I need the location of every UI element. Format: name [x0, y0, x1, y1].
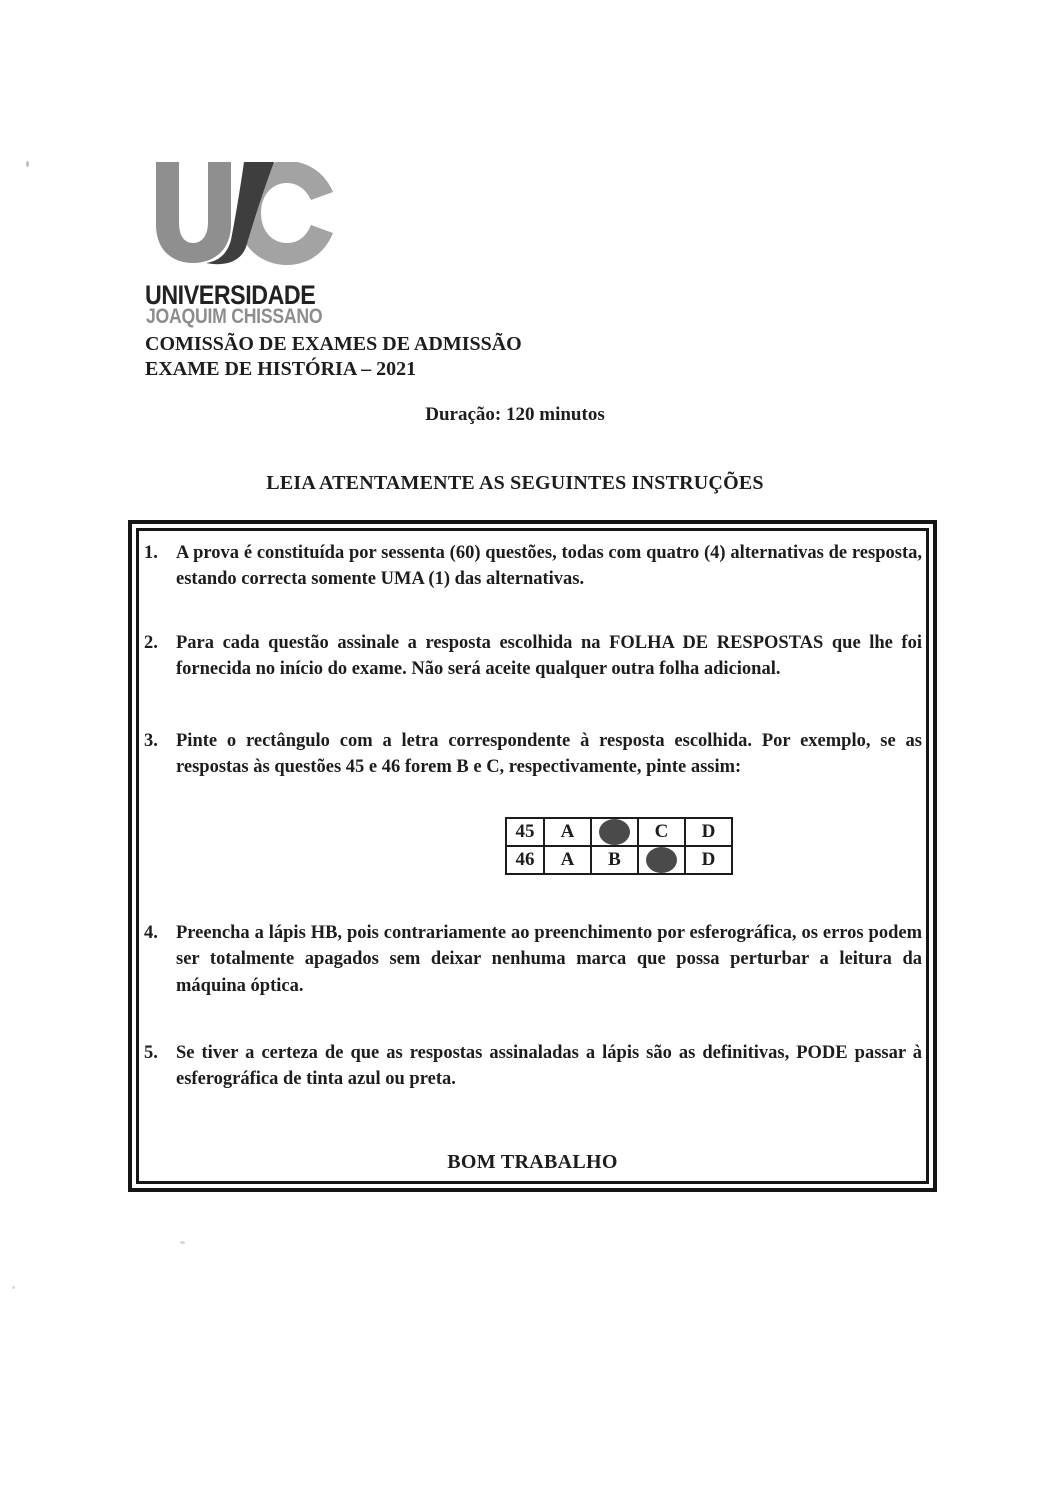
option-cell-b-filled: [591, 818, 638, 846]
ujc-monogram-icon: [148, 162, 338, 266]
instruction-number: 5.: [144, 1043, 158, 1063]
option-cell-a: A: [544, 846, 591, 874]
option-cell-c: C: [638, 818, 685, 846]
instruction-text: Pinte o rectângulo com a letra correspondente à resposta escolhida. Por exemplo, se as respostas às questões 45 e 46 forem B e C, respectivamente, pinte assim:: [176, 731, 922, 778]
university-logo: [148, 162, 338, 266]
university-wordmark: UNIVERSIDADE: [145, 280, 316, 310]
option-cell-a: A: [544, 818, 591, 846]
scan-speck: [12, 1286, 15, 1289]
exam-duration: Duração: 120 minutos: [425, 404, 605, 425]
instruction-number: 2.: [144, 633, 158, 653]
instructions-heading: LEIA ATENTAMENTE AS SEGUINTES INSTRUÇÕES: [266, 472, 764, 494]
instruction-item-2: [143, 630, 923, 683]
instruction-number: 1.: [144, 543, 158, 563]
instruction-text: A prova é constituída por sessenta (60) questões, todas com quatro (4) alternativas de resposta, estando correcta somente UMA (1) das alternativas.: [176, 543, 922, 590]
filled-answer-dot: [599, 819, 630, 845]
exam-title: EXAME DE HISTÓRIA – 2021: [145, 358, 417, 380]
instruction-number: 4.: [144, 923, 158, 943]
instructions-box-inner: [136, 528, 929, 1184]
question-number: 45: [506, 818, 544, 846]
option-cell-b: B: [591, 846, 638, 874]
instruction-text: Se tiver a certeza de que as respostas assinaladas a lápis são as definitivas, PODE passar à esferográfica de tinta azul ou preta.: [176, 1043, 922, 1090]
scan-speck: [26, 161, 29, 167]
answer-example-table: [505, 817, 733, 875]
table-row-46: [506, 846, 732, 874]
question-number: 46: [506, 846, 544, 874]
option-cell-d: D: [685, 846, 732, 874]
commission-title: COMISSÃO DE EXAMES DE ADMISSÃO: [145, 333, 522, 355]
instructions-box: [128, 520, 937, 1192]
instruction-item-1: [143, 540, 923, 593]
instruction-text: Para cada questão assinale a resposta escolhida na FOLHA DE RESPOSTAS que lhe foi fornecida no início do exame. Não será aceite qualquer outra folha adicional.: [176, 633, 922, 680]
instruction-item-3: [143, 728, 923, 781]
university-name: JOAQUIM CHISSANO: [146, 305, 323, 328]
instruction-number: 3.: [144, 731, 158, 751]
instruction-item-5: [143, 1040, 923, 1093]
scan-speck: [180, 1241, 185, 1244]
instruction-text: Preencha a lápis HB, pois contrariamente ao preenchimento por esferográfica, os erros podem ser totalmente apagados sem deixar nenhuma marca que possa perturbar a leitura da máquina óptica.: [176, 923, 922, 996]
table-row-45: [506, 818, 732, 846]
option-cell-d: D: [685, 818, 732, 846]
instruction-item-4: [143, 920, 923, 999]
good-luck-message: BOM TRABALHO: [447, 1151, 618, 1173]
option-cell-c-filled: [638, 846, 685, 874]
filled-answer-dot: [646, 847, 677, 873]
